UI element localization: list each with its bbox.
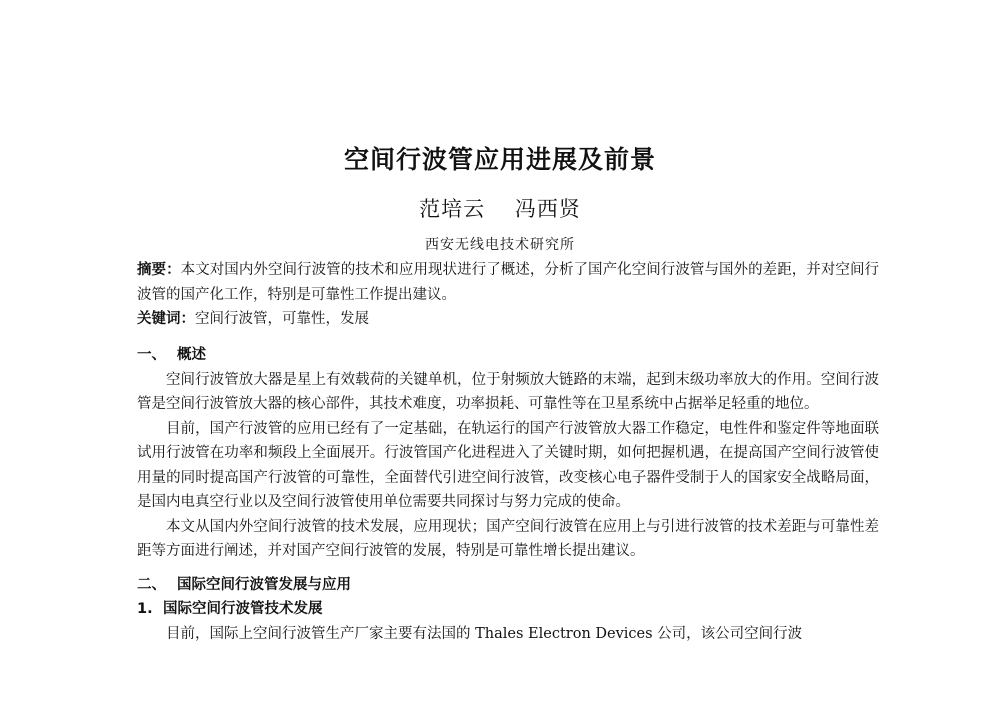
paper-authors: 范培云 冯西贤 xyxy=(419,197,581,221)
keywords-text: 空间行波管，可靠性，发展 xyxy=(195,311,369,327)
paragraph: 目前，国产行波管的应用已经有了一定基础，在轨运行的国产行波管放大器工作稳定，电性件和鉴定件等地面联试用行波管在功率和频段上全面展开。行波管国产化进程进入了关键时期，如何把握机遇，在提高国产空间行波管使用量的同时提高国产行波管的可靠性，全面替代引进空间行波管，改变核心电子器件受制于人的国家安全战略局面，是国内电真空行业以及空间行波管使用单位需要共同探讨与努力完成的使命。 xyxy=(137,420,879,510)
keywords xyxy=(137,307,879,332)
keywords-label: 关键词： xyxy=(137,311,195,327)
paper-title: 空间行波管应用进展及前景 xyxy=(343,145,656,174)
section-title: 国际空间行波管发展与应用 xyxy=(177,576,351,593)
paragraph: 目前，国际上空间行波管生产厂家主要有法国的 Thales Electron Devices 公司，该公司空间行波 xyxy=(166,625,803,642)
paper-affiliation: 西安无线电技术研究所 xyxy=(425,237,575,253)
abstract-label: 摘要： xyxy=(137,262,181,278)
section-number: 一、 xyxy=(137,347,166,363)
section-heading xyxy=(137,573,879,598)
section-heading xyxy=(137,343,879,368)
section-number: 二、 xyxy=(137,576,166,593)
subsection-number: 1. xyxy=(137,601,153,617)
abstract-text: 本文对国内外空间行波管的技术和应用现状进行了概述，分析了国产化空间行波管与国外的差距，并对空间行波管的国产化工作，特别是可靠性工作提出建议。 xyxy=(137,262,880,303)
section-title: 概述 xyxy=(177,347,206,363)
main-text xyxy=(137,343,879,646)
subsection-title: 国际空间行波管技术发展 xyxy=(163,601,323,617)
subsection-heading xyxy=(137,597,879,622)
paragraph: 本文从国内外空间行波管的技术发展，应用现状；国产空间行波管在应用上与引进行波管的技术差距与可靠性差距等方面进行阐述，并对国产空间行波管的发展，特别是可靠性增长提出建议。 xyxy=(137,518,879,559)
abstract xyxy=(137,258,879,307)
paragraph: 空间行波管放大器是星上有效载荷的关键单机，位于射频放大链路的末端，起到末级功率放大的作用。空间行波管是空间行波管放大器的核心部件，其技术难度，功率损耗、可靠性等在卫星系统中占据举足轻重的地位。 xyxy=(137,371,879,412)
